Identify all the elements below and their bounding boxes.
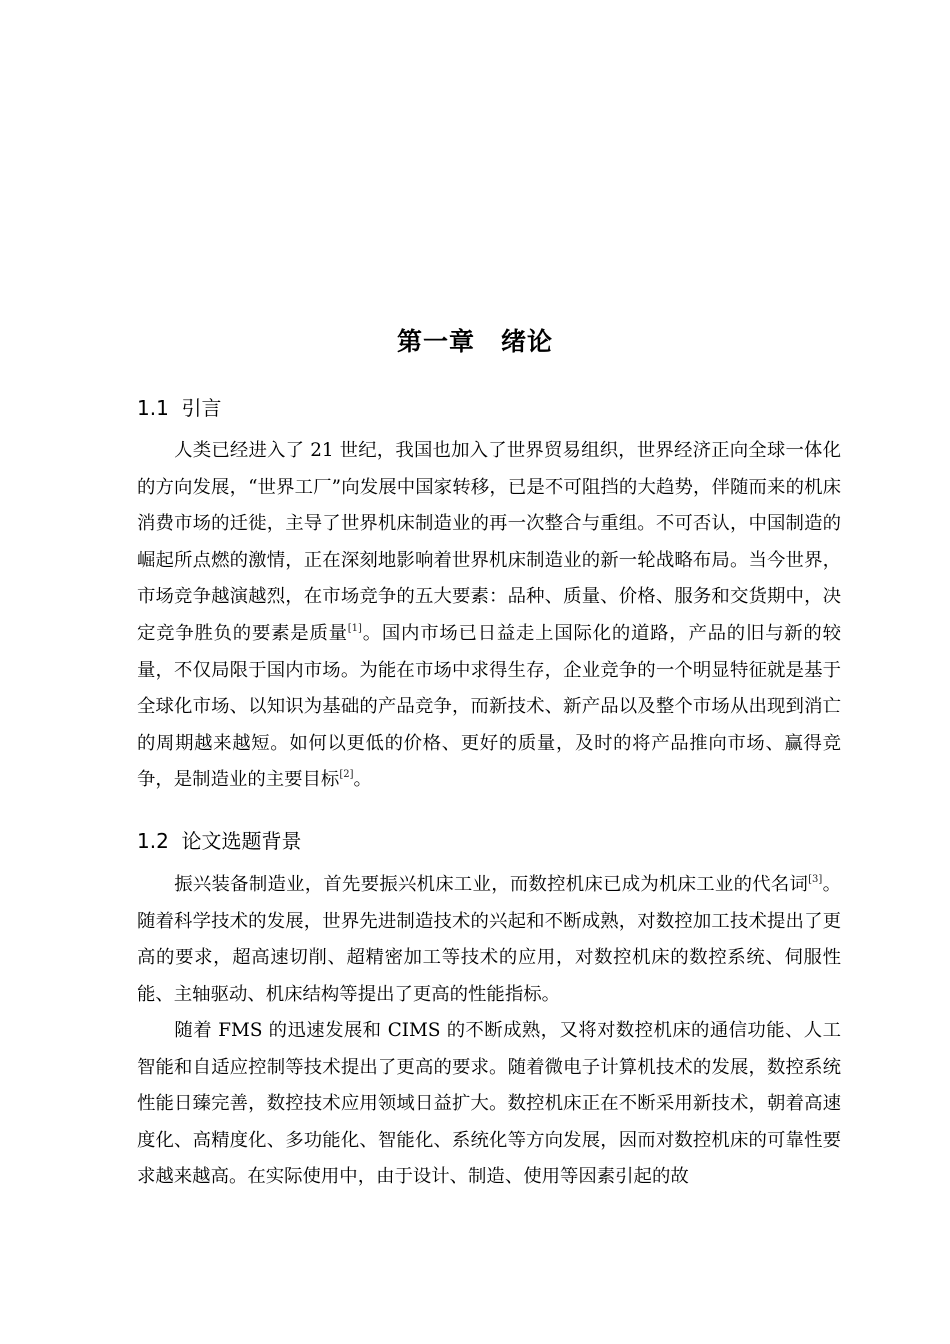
chapter-title: 第一章 绪论 <box>396 327 553 356</box>
paragraph-text: 。 <box>353 769 372 791</box>
paragraph-text: 人类已经进入了 21 世纪，我国也加入了世界贸易组织，世界经济正向全球一体化的方向发展，“世界工厂”向发展中国家转移，已是不可阻挡的大趋势，伴随而来的机床消费市场的迁徙，主导了世界机床制造业的再一次整合与重组。不可否认，中国制造的崛起所点燃的激情，正在深刻地影响着世界机床制造业的新一轮战略布局。当今世界，市场竞争越演越烈，在市场竞争的五大要素：品种、质量、价格、服务和交货期中，决定竞争胜负的要素是质量 <box>137 440 841 644</box>
paragraph-text: 随着 FMS 的迅速发展和 CIMS 的不断成熟，又将对数控机床的通信功能、人工智能和自适应控制等技术提出了更高的要求。随着微电子计算机技术的发展，数控系统性能日臻完善，数控技术应用领域日益扩大。数控机床正在不断采用新技术，朝着高速度化、高精度化、多功能化、智能化、系统化等方向发展，因而对数控机床的可靠性要求越来越高。在实际使用中，由于设计、制造、使用等因素引起的故 <box>137 1020 841 1188</box>
section-heading-background: 1.2 论文选题背景 <box>137 829 302 853</box>
citation-ref-3: [3] <box>808 874 823 885</box>
paragraph-text: 振兴装备制造业，首先要振兴机床工业，而数控机床已成为机床工业的代名词 <box>174 874 809 895</box>
paragraph-text: 。随着科学技术的发展，世界先进制造技术的兴起和不断成熟，对数控加工技术提出了更高的要求，超高速切削、超精密加工等技术的应用，对数控机床的数控系统、伺服性能、主轴驱动、机床结构等提出了更高的性能指标。 <box>137 874 841 1005</box>
citation-ref-2: [2] <box>339 769 354 781</box>
paragraph-text: 。国内市场已日益走上国际化的道路，产品的旧与新的较量，不仅局限于国内市场。为能在市场中求得生存，企业竞争的一个明显特征就是基于全球化市场、以知识为基础的产品竞争，而新技术、新产品以及整个市场从出现到消亡的周期越来越短。如何以更低的价格、更好的质量，及时的将产品推向市场、赢得竞争，是制造业的主要目标 <box>137 622 841 791</box>
section-heading-introduction: 1.1 引言 <box>137 396 222 420</box>
paragraph-background-2 <box>137 1013 841 1196</box>
paragraph-introduction <box>137 433 841 799</box>
citation-ref-1: [1] <box>347 622 362 634</box>
paragraph-background-1 <box>137 867 841 1013</box>
